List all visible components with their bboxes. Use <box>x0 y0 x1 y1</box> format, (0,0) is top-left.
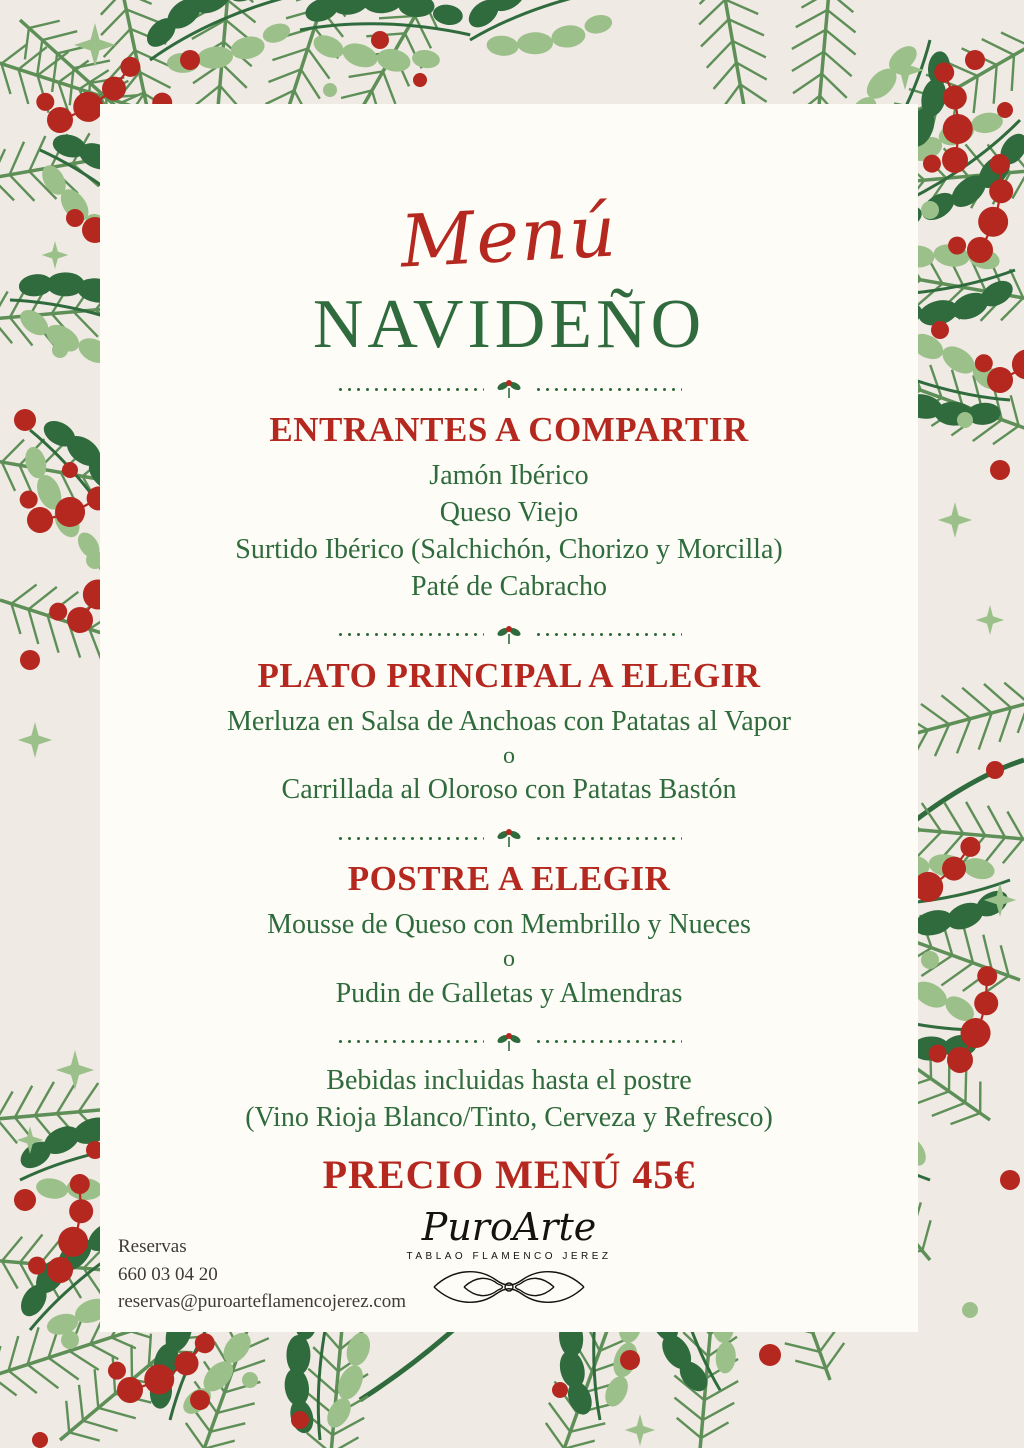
berry-ornament-icon <box>496 1031 522 1053</box>
divider-dots-left <box>336 1040 484 1043</box>
divider-dots-right <box>534 388 682 391</box>
menu-card <box>100 104 918 1332</box>
reservations-label: Reservas <box>118 1236 187 1258</box>
menu-item: Surtido Ibérico (Salchichón, Chorizo y Morcilla) <box>235 533 783 565</box>
menu-item: Merluza en Salsa de Anchoas con Patatas al Vapor <box>227 705 791 737</box>
berry-ornament-icon <box>496 827 522 849</box>
drinks-line-2: (Vino Rioja Blanco/Tinto, Cerveza y Refresco) <box>245 1101 773 1133</box>
divider-dots-left <box>336 633 484 636</box>
section-heading-postre: POSTRE A ELEGIR <box>347 859 671 899</box>
page-title: NAVIDEÑO <box>312 286 706 363</box>
reservations-block <box>118 1233 406 1316</box>
logo-name: PuroArte <box>421 1204 597 1249</box>
divider-dots-right <box>534 1040 682 1043</box>
menu-item: Mousse de Queso con Membrillo y Nueces <box>267 909 751 941</box>
logo-subtitle: TABLAO FLAMENCO JEREZ <box>406 1250 612 1262</box>
divider <box>100 1031 918 1053</box>
menu-item: Pudin de Galletas y Almendras <box>335 978 683 1010</box>
menu-item-separator: o <box>503 742 515 769</box>
divider <box>100 378 918 400</box>
menu-item: Carrillada al Oloroso con Patatas Bastón <box>281 774 737 806</box>
divider-dots-right <box>534 633 682 636</box>
section-heading-plato-principal: PLATO PRINCIPAL A ELEGIR <box>257 655 761 695</box>
menu-content <box>100 104 918 1308</box>
divider-dots-right <box>534 837 682 840</box>
divider-dots-left <box>336 837 484 840</box>
berry-ornament-icon <box>496 378 522 400</box>
menu-item: Queso Viejo <box>439 496 579 528</box>
menu-item: Jamón Ibérico <box>429 460 589 491</box>
section-heading-entrantes: ENTRANTES A COMPARTIR <box>269 410 749 449</box>
divider-dots-left <box>336 388 484 391</box>
reservations-email[interactable]: reservas@puroarteflamencojerez.com <box>118 1291 407 1313</box>
drinks-line-1: Bebidas incluidas hasta el postre <box>326 1064 692 1096</box>
menu-item: Paté de Cabracho <box>411 570 607 602</box>
reservations-phone[interactable]: 660 03 04 20 <box>118 1263 218 1285</box>
script-title: Menú <box>398 188 620 284</box>
menu-item-separator: o <box>503 946 515 973</box>
divider <box>100 624 918 646</box>
berry-ornament-icon <box>496 624 522 646</box>
price-label: PRECIO MENÚ 45€ <box>322 1151 696 1197</box>
divider <box>100 827 918 849</box>
